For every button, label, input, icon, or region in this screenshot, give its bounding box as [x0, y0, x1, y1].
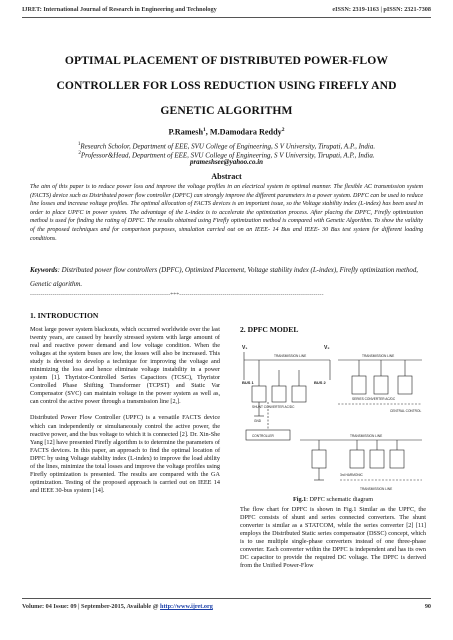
dpfc-schematic-figure	[240, 340, 426, 493]
label-transmission-line-2: TRANSMISSION LINE	[362, 354, 395, 358]
label-shunt: SHUNT CONVERTER AC/DC	[252, 405, 295, 409]
author-1-sup: 1	[203, 127, 206, 133]
section-2-heading-text: 2. DPFC MODEL	[240, 325, 299, 334]
author-list	[0, 127, 453, 137]
dpfc-paragraph-1: The flow chart for DPFC is shown in Fig.1 Similar as the UPFC, the DPFC consists of shunt and series connected converters. The shunt converter is similar as a STATCOM, while the series converter [2] [11] employs the Distributed Static series compensator (DSSC) concept, which is to use multiple single-phase converters instead of one three-phase converter. Each converter within the DPFC is independent and has its own DC capacitor to provide the required DC voltage. The DPFC is derived from the Unified Power-Flow	[240, 506, 426, 570]
section-separator: --------------------------------------------------------------------***----------------------------------------------------------------------	[30, 292, 324, 298]
label-transmission-line-4: TRANSMISSION LINE	[360, 487, 393, 491]
title-line-3: GENETIC ALGORITHM	[160, 104, 293, 117]
intro-paragraph-2: Distributed Power Flow Controller (UPFC) is a versatile FACTS device which can independently or simultaneously control the active power, the reactive power, and the bus voltage to which it is connected [2]. Dr. Xin-She Yang [12] have presented Firefly algorithm is to determine the parameters of FACTS devices. In this paper, an approach to find the optimal location of DPFC by using Voltage stability index (L-index) to improve the load ability of the lines, minimize the total losses and improve the voltage profiles using Firefly optimization is presented. The results are compared with the GA optimization. Testing of the proposed approach is carried out on IEEE 14 and IEEE 30-bus system [14].	[30, 414, 220, 494]
series-converter-box-d	[374, 376, 388, 394]
author-2: M.Damodara Reddy	[209, 127, 282, 137]
keywords-label: Keywords	[30, 267, 58, 274]
journal-name: IJRET: International Journal of Research in Engineering and Technology	[22, 6, 217, 13]
label-transmission-line-3: TRANSMISSION LINE	[350, 434, 383, 438]
label-bus-1: BUS 1	[242, 380, 254, 385]
label-controller: CONTROLLER	[252, 434, 274, 438]
affiliation-1-sup: 1	[77, 142, 81, 147]
right-column-text	[240, 506, 426, 570]
abstract-text: The aim of this paper is to reduce power loss and improve the voltage profiles in an electrical system in optimal manner. The flexible AC transmission system (FACTS) device such as Distributed power flow controller (DPFC) can strongly improve the different parameters in a power system. DPFC can be used to reduce line losses and increase voltage profiles. The optimal allocation of FACTS devices is an important issue, so the Voltage stability index (L-index) has been used in order to place UPFC in power system. The advantage of the L-index is to accelerate the optimization process. After placing the DPFC, Firefly optimization method is used for finding the rating of DPFC. The results obtained using Firefly optimization method is compared with Genetic Algorithm. To show the validity of the proposed techniques and for comparison purposes, simulation carried out on an IEEE- 14 Bus and IEEE- 30 Bus test system for different loading conditions.	[30, 184, 423, 242]
footer-link[interactable]: http://www.ijret.org	[160, 603, 213, 610]
figure-caption	[240, 496, 426, 503]
label-bus-2: BUS 2	[314, 380, 326, 385]
shunt-converter-box	[252, 386, 266, 402]
author-2-sup: 2	[281, 127, 285, 133]
footer-volume: Volume: 04 Issue: 09 | September-2015, Available @	[22, 603, 161, 610]
series-converter-box-g	[370, 450, 384, 468]
title-line-1: OPTIMAL PLACEMENT OF DISTRIBUTED POWER-FLOW	[64, 54, 389, 67]
shunt-converter-box-lower	[312, 450, 326, 468]
series-converter-box-h	[390, 450, 404, 468]
series-converter-box-b	[292, 386, 306, 402]
affiliation-1-text: Research Scholor, Department of EEE, SVU College of Engineering, S V University, Tirupati, A.P., India.	[80, 142, 376, 151]
paper-title	[30, 48, 423, 123]
left-column	[30, 311, 220, 495]
section-2-heading	[240, 325, 426, 334]
label-gnd: GND	[254, 419, 262, 423]
section-1-heading: 1. INTRODUCTION	[30, 311, 99, 320]
footer-rule	[22, 598, 431, 599]
series-converter-box-a	[272, 386, 286, 402]
intro-paragraph-1: Most large power system blackouts, which occurred worldwide over the last twenty years, are caused by heavily stressed system with large amount of real and reactive power demand and low voltage condition. When the voltages at the system buses are low, the losses will also be increased. This study is devoted to develop a technique for improving the voltage and minimizing the loss and hence eliminate voltage instability in a power system [1]. Thyristor-Controlled Series Capacitors (TCSC), Thyristor Controlled Phase Shifting Transformer (TCPST) and Static Var Compensator (SVC) can maintain voltage in the power system as well as, can control the active power through a transmission line [2,].	[30, 326, 220, 406]
series-converter-box-c	[352, 376, 366, 394]
label-v2: V₂	[324, 345, 330, 351]
series-converter-box-e	[398, 376, 412, 394]
label-v1: V₁	[242, 345, 248, 351]
page-number: 90	[424, 603, 431, 610]
figure-caption-text: : DPFC schematic diagram	[306, 496, 374, 503]
keywords	[30, 264, 423, 292]
affiliation-2-text: Professor&Head, Department of EEE, SVU College of Engineering, S V University, Tirupati, A.P., India.	[80, 151, 375, 160]
page-footer	[22, 603, 431, 610]
author-email[interactable]: prameshsee@yahoo.co.in	[189, 158, 264, 166]
affiliation-2-sup: 2	[78, 151, 81, 156]
label-transmission-line: TRANSMISSION LINE	[274, 354, 307, 358]
figure-caption-label: Fig.1	[292, 496, 307, 503]
keywords-text: : Distributed power flow controllers (DPFC), Optimized Placement, Voltage stability index (L-index), Firefly optimization method, Genetic algorithm.	[30, 267, 419, 288]
title-line-2: CONTROLLER FOR LOSS REDUCTION USING FIREFLY AND	[56, 79, 397, 92]
dpfc-schematic-svg	[240, 340, 426, 493]
label-harmonic: 3rd HARMONIC	[340, 473, 363, 477]
label-series: SERIES CONVERTER AC/DC	[352, 397, 396, 401]
label-central-control: CENTRAL CONTROL	[390, 409, 422, 413]
series-converter-box-f	[350, 450, 364, 468]
author-1: P.Ramesh	[168, 127, 204, 137]
header-rule	[22, 17, 431, 18]
issn: eISSN: 2319-1163 | pISSN: 2321-7308	[332, 6, 431, 13]
author-separator: ,	[205, 127, 210, 137]
abstract-heading: Abstract	[211, 172, 242, 181]
